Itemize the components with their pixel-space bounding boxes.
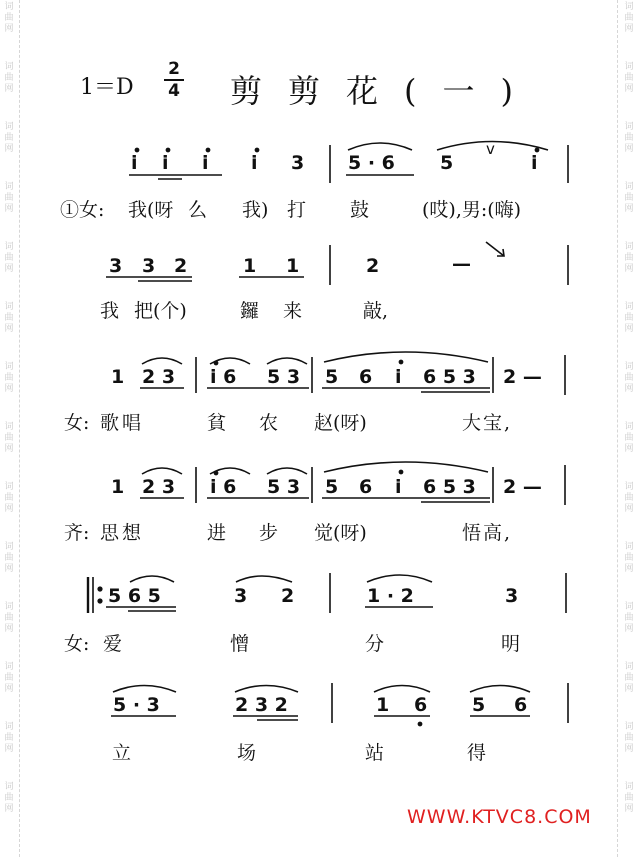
note: i — [162, 152, 169, 174]
lyric: 明 — [501, 633, 521, 655]
note-group: 6 5 3 — [423, 476, 476, 498]
watermark-glyph: 曲 — [4, 193, 14, 203]
slur — [142, 468, 182, 474]
watermark-glyph: 网 — [4, 264, 14, 274]
lyric: 女: — [64, 412, 90, 434]
watermark-glyph: 词 — [624, 182, 634, 192]
note-group: i 6 — [210, 476, 237, 498]
lyric: 得 — [467, 742, 487, 764]
breath-mark: v — [486, 140, 495, 158]
high-dot — [399, 470, 402, 473]
watermark-glyph: 网 — [4, 684, 14, 694]
watermark-glyph: 词 — [624, 482, 634, 492]
note: 3 — [142, 255, 156, 277]
watermark-glyph: 网 — [4, 84, 14, 94]
slur — [142, 358, 182, 364]
watermark-glyph: 网 — [624, 144, 634, 154]
slur — [113, 686, 176, 693]
high-dot — [135, 148, 138, 151]
watermark-glyph: 曲 — [4, 433, 14, 443]
note: i — [131, 152, 138, 174]
note: 3 — [291, 152, 305, 174]
watermark-glyph: 网 — [624, 444, 634, 454]
note: 5 — [325, 476, 339, 498]
watermark-glyph: 曲 — [624, 253, 634, 263]
note-group: 5 3 — [267, 476, 301, 498]
site-watermark: WWW.KTVC8.COM — [407, 806, 592, 828]
watermark-glyph: 网 — [624, 84, 634, 94]
note: 3 — [505, 585, 519, 607]
high-dot — [166, 148, 169, 151]
slur — [130, 576, 174, 582]
watermark-glyph: 网 — [4, 504, 14, 514]
lyric: 女: — [64, 633, 90, 655]
watermark-glyph: 网 — [624, 624, 634, 634]
repeat-dot — [98, 599, 102, 603]
lyric: 貧 — [207, 412, 227, 434]
note: 5 — [440, 152, 454, 174]
slur — [236, 576, 292, 582]
slur — [374, 686, 430, 693]
lyric: 敲, — [363, 300, 389, 322]
watermark-glyph: 网 — [4, 204, 14, 214]
watermark-glyph: 曲 — [624, 613, 634, 623]
watermark-glyph: 词 — [4, 422, 14, 432]
watermark-glyph: 曲 — [4, 313, 14, 323]
lyric: 来 — [283, 300, 303, 322]
lyric: 齐: — [64, 522, 90, 544]
high-dot — [214, 471, 217, 474]
high-dot — [206, 148, 209, 151]
slur — [235, 686, 298, 693]
slur — [324, 462, 488, 472]
note-group: 2 3 — [142, 366, 176, 388]
watermark-glyph: 曲 — [624, 673, 634, 683]
watermark-glyph: 网 — [4, 324, 14, 334]
note-dash: 2 — — [503, 476, 542, 498]
watermark-glyph: 网 — [4, 564, 14, 574]
lyric: 觉(呀) — [314, 522, 367, 544]
lyric: 憎 — [230, 633, 250, 655]
high-dot — [255, 148, 258, 151]
note: 6 — [359, 366, 373, 388]
watermark-glyph: 网 — [4, 744, 14, 754]
watermark-glyph: 词 — [4, 782, 14, 792]
watermark-glyph: 词 — [4, 2, 14, 12]
watermark-glyph: 词 — [624, 662, 634, 672]
watermark-glyph: 词 — [624, 722, 634, 732]
high-dot — [399, 360, 402, 363]
lyric: 场 — [237, 742, 257, 764]
lyric: ①女: — [60, 199, 105, 221]
lyric: 爱 — [103, 633, 123, 655]
watermark-glyph: 词 — [4, 662, 14, 672]
watermark-glyph: 曲 — [4, 493, 14, 503]
note: i — [395, 476, 402, 498]
watermark-glyph: 曲 — [624, 133, 634, 143]
watermark-glyph: 网 — [624, 744, 634, 754]
watermark-glyph: 网 — [4, 804, 14, 814]
watermark-glyph: 词 — [624, 302, 634, 312]
lyric: (哎),男:(嗨) — [422, 199, 522, 221]
watermark-glyph: 词 — [624, 542, 634, 552]
watermark-glyph: 网 — [624, 564, 634, 574]
watermark-glyph: 曲 — [624, 733, 634, 743]
note: 1 — [376, 694, 390, 716]
slur — [267, 358, 307, 364]
watermark-glyph: 网 — [624, 384, 634, 394]
watermark-glyph: 曲 — [4, 373, 14, 383]
watermark-glyph: 曲 — [4, 673, 14, 683]
watermark-glyph: 曲 — [624, 433, 634, 443]
watermark-glyph: 词 — [4, 362, 14, 372]
dash: — — [452, 253, 471, 275]
watermark-glyph: 词 — [624, 122, 634, 132]
lyric: 立 — [112, 742, 132, 764]
repeat-dot — [98, 587, 102, 591]
note: i — [395, 366, 402, 388]
note-group: 5 3 — [267, 366, 301, 388]
watermark-glyph: 网 — [4, 24, 14, 34]
watermark-glyph: 曲 — [624, 553, 634, 563]
watermark-glyph: 曲 — [624, 13, 634, 23]
note-group: 2 3 — [142, 476, 176, 498]
watermark-glyph: 网 — [624, 684, 634, 694]
watermark-glyph: 词 — [624, 602, 634, 612]
lyric: 站 — [365, 742, 385, 764]
note: 2 — [281, 585, 295, 607]
watermark-glyph: 网 — [4, 144, 14, 154]
lyric: 步 — [259, 522, 279, 544]
watermark-glyph: 词 — [624, 362, 634, 372]
watermark-glyph: 词 — [4, 482, 14, 492]
lyric: 么 — [188, 199, 208, 221]
watermark-glyph: 词 — [4, 722, 14, 732]
watermark-glyph: 词 — [624, 782, 634, 792]
watermark-glyph: 曲 — [4, 73, 14, 83]
note: 6 — [414, 694, 428, 716]
glide-arrow — [486, 242, 504, 256]
high-dot — [214, 361, 217, 364]
note-group: 6 5 3 — [423, 366, 476, 388]
watermark-glyph: 词 — [4, 542, 14, 552]
note: 1 — [111, 476, 125, 498]
slur — [267, 468, 307, 474]
watermark-glyph: 词 — [624, 2, 634, 12]
watermark-glyph: 词 — [4, 602, 14, 612]
lyric: 农 — [259, 412, 279, 434]
watermark-glyph: 曲 — [624, 73, 634, 83]
note-group: i 6 — [210, 366, 237, 388]
high-dot — [535, 148, 538, 151]
note: 2 — [174, 255, 188, 277]
time-signature-top: 2 — [168, 59, 180, 79]
slur — [437, 142, 548, 151]
watermark-glyph: 网 — [624, 324, 634, 334]
note-group: 5 6 5 — [108, 585, 161, 607]
watermark-glyph: 曲 — [624, 793, 634, 803]
note: 6 — [359, 476, 373, 498]
note-group: 5 · 6 — [348, 152, 395, 174]
watermark-glyph: 网 — [624, 264, 634, 274]
watermark-glyph: 词 — [4, 62, 14, 72]
note: i — [251, 152, 258, 174]
lyric: 赵(呀) — [314, 412, 367, 434]
note: 3 — [109, 255, 123, 277]
low-dot — [418, 722, 421, 725]
lyric: 歌唱 — [100, 412, 145, 434]
note: 1 — [286, 255, 300, 277]
watermark-glyph: 词 — [4, 302, 14, 312]
key-signature: 1＝D — [80, 75, 134, 100]
watermark-glyph: 网 — [4, 444, 14, 454]
lyric: 我(呀 — [128, 199, 174, 221]
lyric: 鑼 — [240, 300, 260, 322]
lyric: 思想 — [100, 522, 145, 544]
lyric: 打 — [287, 199, 307, 221]
watermark-glyph: 网 — [4, 384, 14, 394]
note: 1 — [111, 366, 125, 388]
watermark-glyph: 网 — [4, 624, 14, 634]
watermark-glyph: 曲 — [624, 193, 634, 203]
note: 6 — [514, 694, 528, 716]
watermark-glyph: 词 — [4, 242, 14, 252]
watermark-glyph: 网 — [624, 204, 634, 214]
note-group: 2 3 2 — [235, 694, 288, 716]
slur — [470, 686, 530, 693]
watermark-glyph: 曲 — [624, 313, 634, 323]
note: 5 — [472, 694, 486, 716]
lyric: 我) — [242, 199, 269, 221]
note: 3 — [234, 585, 248, 607]
watermark-glyph: 曲 — [4, 793, 14, 803]
note: 5 — [325, 366, 339, 388]
watermark-glyph: 网 — [624, 804, 634, 814]
note-group: 1 · 2 — [367, 585, 414, 607]
note: 1 — [243, 255, 257, 277]
note: i — [531, 152, 538, 174]
time-signature-bottom: 4 — [168, 81, 180, 101]
note: 2 — [366, 255, 380, 277]
slur — [324, 352, 488, 362]
lyric: 分 — [365, 633, 385, 655]
watermark-glyph: 词 — [4, 182, 14, 192]
watermark-glyph: 网 — [624, 24, 634, 34]
watermark-glyph: 词 — [624, 422, 634, 432]
watermark-glyph: 曲 — [4, 253, 14, 263]
watermark-glyph: 曲 — [4, 13, 14, 23]
note-dash: 2 — — [503, 366, 542, 388]
watermark-glyph: 曲 — [4, 133, 14, 143]
watermark-glyph: 曲 — [4, 553, 14, 563]
watermark-glyph: 曲 — [4, 613, 14, 623]
lyric: 大宝, — [462, 412, 513, 434]
lyric: 悟高, — [462, 522, 513, 544]
slur — [367, 575, 432, 582]
slur — [348, 143, 412, 150]
note: i — [202, 152, 209, 174]
watermark-glyph: 词 — [624, 62, 634, 72]
watermark-glyph: 曲 — [624, 373, 634, 383]
lyric: 鼓 — [350, 199, 370, 221]
watermark-glyph: 网 — [624, 504, 634, 514]
song-title: 剪剪花(一) — [230, 72, 539, 110]
watermark-glyph: 曲 — [624, 493, 634, 503]
lyric: 我 — [100, 300, 120, 322]
watermark-glyph: 曲 — [4, 733, 14, 743]
watermark-glyph: 词 — [4, 122, 14, 132]
watermark-glyph: 词 — [624, 242, 634, 252]
lyric: 把(个) — [134, 300, 187, 322]
note-group: 5 · 3 — [113, 694, 160, 716]
lyric: 进 — [207, 522, 227, 544]
